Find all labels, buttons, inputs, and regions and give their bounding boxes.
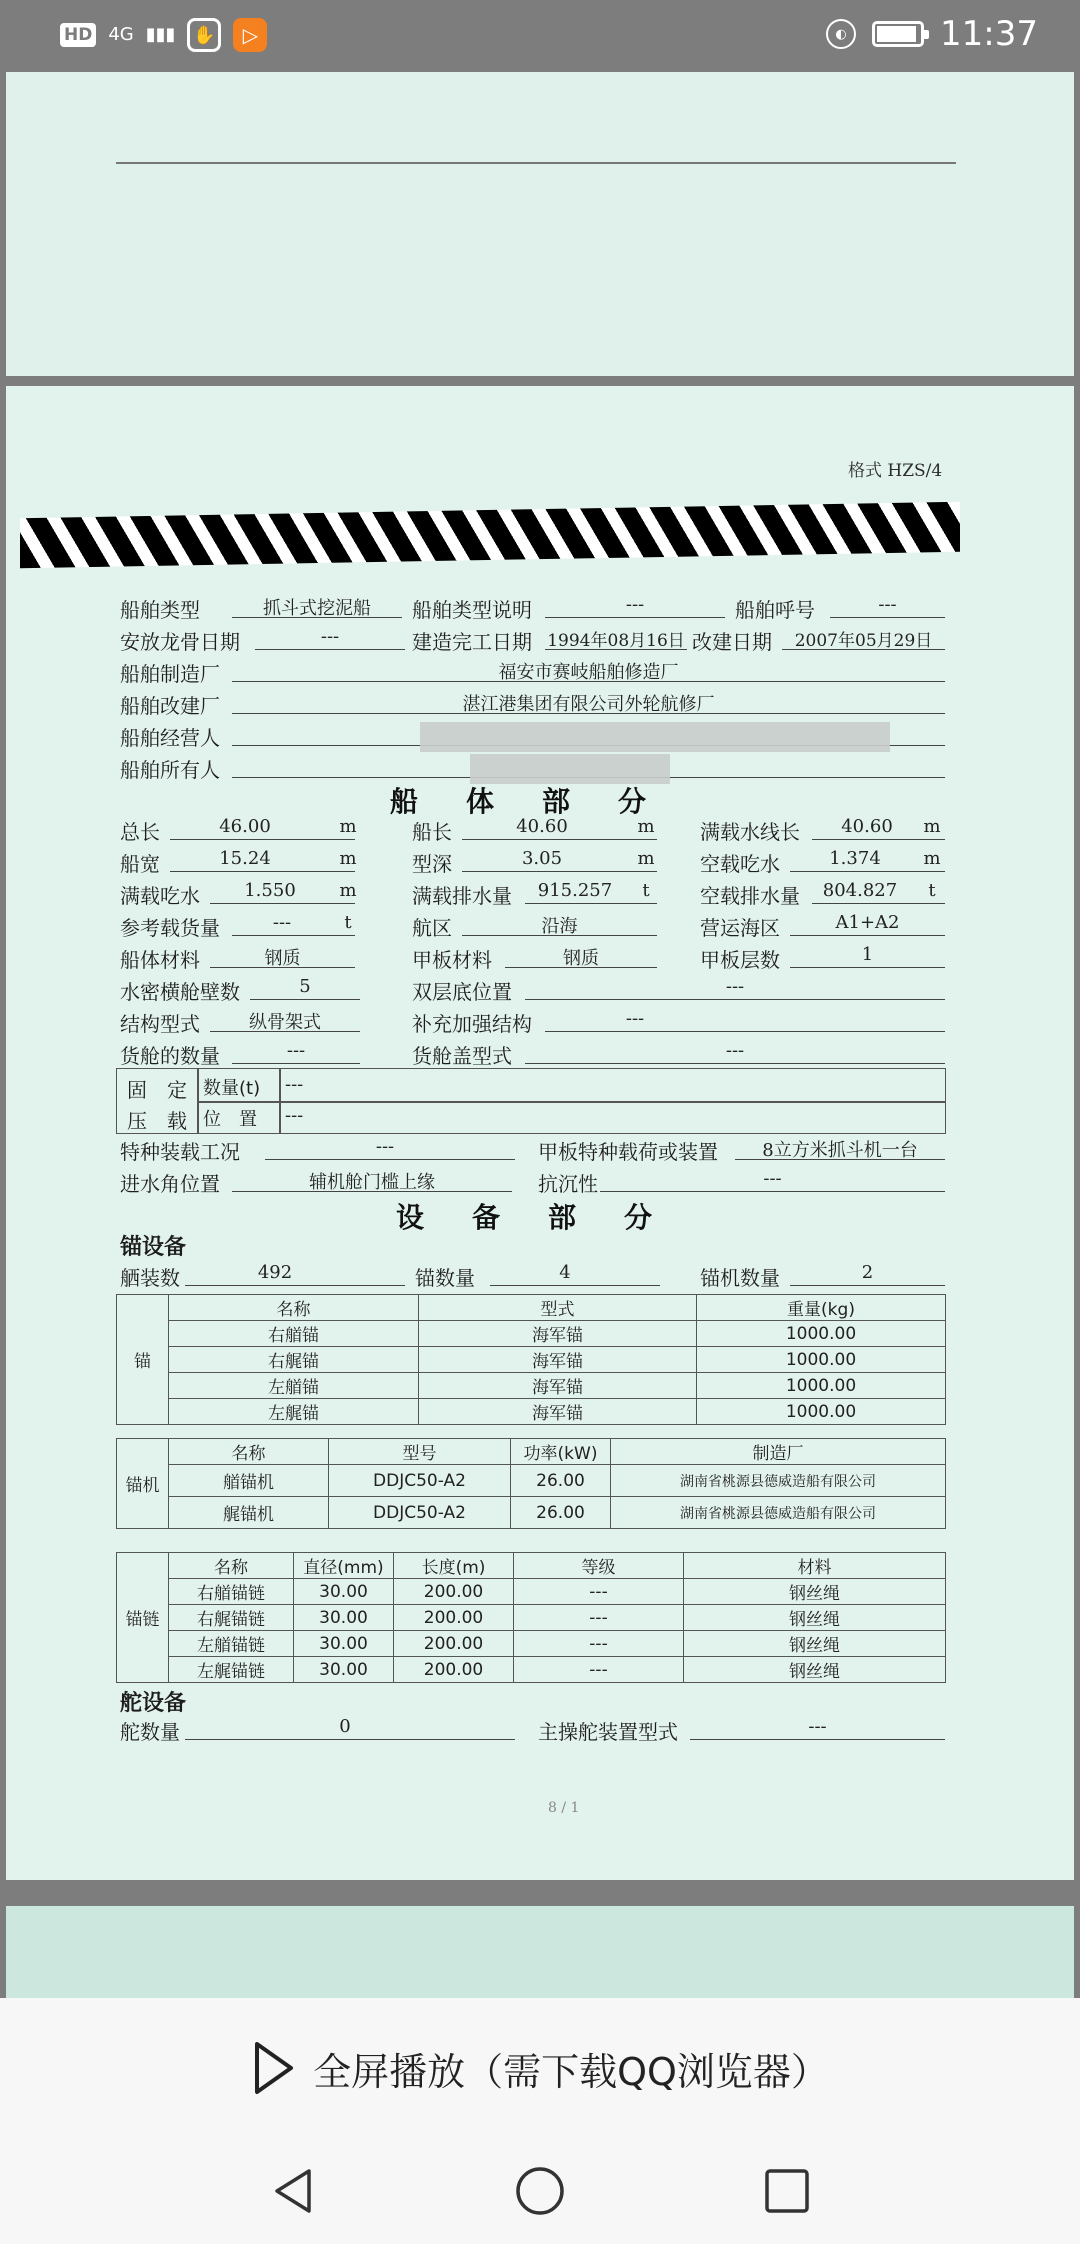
unit: m <box>339 816 357 837</box>
chain-col-name: 名称 <box>169 1553 294 1579</box>
ship-type-label: 船舶类型 <box>120 598 200 622</box>
ballast-label: 压 载 <box>127 1109 187 1133</box>
hold-count-label: 货舱的数量 <box>120 1044 220 1068</box>
hull-material-label: 船体材料 <box>120 948 200 972</box>
unit: t <box>928 880 936 901</box>
battery-icon <box>872 21 924 47</box>
play-icon <box>251 2040 297 2096</box>
cell: 左艉锚链 <box>169 1657 294 1683</box>
unsinkability-label: 抗沉性 <box>538 1172 598 1196</box>
form-code: 格式 HZS/4 <box>848 461 943 481</box>
unit: m <box>637 848 655 869</box>
back-button[interactable] <box>263 2161 323 2221</box>
cell: 200.00 <box>394 1605 514 1631</box>
depth-value: 3.05 <box>521 848 563 869</box>
nav-area-label: 航区 <box>412 916 452 940</box>
ship-type-desc-label: 船舶类型说明 <box>412 598 532 622</box>
light-displacement-label: 空载排水量 <box>700 884 800 908</box>
cell: 200.00 <box>394 1631 514 1657</box>
equipment-number-value: 492 <box>257 1262 293 1283</box>
anchor-table <box>116 1294 946 1425</box>
windlass-col-maker: 制造厂 <box>611 1439 946 1465</box>
previous-page <box>6 72 1074 376</box>
special-loading-value: --- <box>375 1136 395 1157</box>
owner-label: 船舶所有人 <box>120 758 220 782</box>
cell: 26.00 <box>511 1497 611 1529</box>
equipment-section-title: 设备部分 <box>396 1201 701 1234</box>
anchor-col-weight: 重量(kg) <box>697 1295 946 1321</box>
system-nav-bar <box>0 2138 1080 2244</box>
table-row <box>117 1631 946 1657</box>
deck-material-value: 钢质 <box>563 948 599 969</box>
completion-date-value: 1994年08月16日 <box>547 631 685 651</box>
deck-material-label: 甲板材料 <box>412 948 492 972</box>
sea-area-label: 营运海区 <box>700 916 780 940</box>
home-button[interactable] <box>510 2161 570 2221</box>
length-label: 船长 <box>412 820 452 844</box>
windlass-col-model: 型号 <box>329 1439 511 1465</box>
cell: 海军锚 <box>419 1373 697 1399</box>
fullscreen-play-label: 全屏播放（需下载QQ浏览器） <box>313 2049 829 2094</box>
cell: 1000.00 <box>697 1321 946 1347</box>
special-loading-label: 特种装载工况 <box>120 1140 240 1164</box>
table-row <box>117 1657 946 1683</box>
cell: 钢丝绳 <box>684 1605 946 1631</box>
reinforcement-label: 补充加强结构 <box>412 1012 532 1036</box>
light-draft-label: 空载吃水 <box>700 852 780 876</box>
anchor-col-type: 型式 <box>419 1295 697 1321</box>
windlass-table <box>116 1438 946 1529</box>
deck-load-label: 甲板特种载荷或装置 <box>538 1140 718 1164</box>
reinforcement-value: --- <box>625 1008 645 1029</box>
unit: t <box>344 912 352 933</box>
nav-area-value: 沿海 <box>541 916 578 937</box>
windlass-count-label: 锚机数量 <box>700 1266 780 1290</box>
fullscreen-play-button[interactable] <box>0 1998 1080 2138</box>
double-bottom-value: --- <box>725 976 745 997</box>
deck-count-label: 甲板层数 <box>700 948 780 972</box>
hatch-type-label: 货舱盖型式 <box>412 1044 512 1068</box>
page-mark: 8 / 1 <box>548 1800 580 1816</box>
light-displacement-value: 804.827 <box>822 880 898 901</box>
hand-app-icon: ✋ <box>187 18 221 52</box>
table-row <box>117 1605 946 1631</box>
hull-section-title: 船体部分 <box>390 785 695 818</box>
unit: m <box>339 880 357 901</box>
structure-label: 结构型式 <box>120 1012 200 1036</box>
windlass-col-power: 功率(kW) <box>511 1439 611 1465</box>
cell: 30.00 <box>294 1579 394 1605</box>
hull-material-value: 钢质 <box>264 948 301 969</box>
cell: --- <box>514 1605 684 1631</box>
position-value: --- <box>285 1105 304 1126</box>
bulkhead-label: 水密横舱壁数 <box>120 980 240 1004</box>
cell: 钢丝绳 <box>684 1579 946 1605</box>
cell: 海军锚 <box>419 1347 697 1373</box>
cell: DDJC50-A2 <box>329 1465 511 1497</box>
cell: 30.00 <box>294 1657 394 1683</box>
unit: t <box>642 880 650 901</box>
unit: m <box>637 816 655 837</box>
cell: 右艏锚 <box>169 1321 419 1347</box>
deck-count-value: 1 <box>861 944 874 965</box>
completion-date-label: 建造完工日期 <box>412 630 532 654</box>
cell: 钢丝绳 <box>684 1631 946 1657</box>
quantity-value: --- <box>285 1074 304 1095</box>
ballast-box <box>116 1068 946 1134</box>
fixed-label: 固 定 <box>127 1078 187 1102</box>
cell: --- <box>514 1631 684 1657</box>
cell: 左艉锚 <box>169 1399 419 1425</box>
full-draft-label: 满载吃水 <box>120 884 200 908</box>
cell: --- <box>514 1657 684 1683</box>
full-displacement-value: 915.257 <box>537 880 613 901</box>
cell: 湖南省桃源县德威造船有限公司 <box>611 1497 946 1529</box>
unit: m <box>923 848 941 869</box>
ship-type-value: 抓斗式挖泥船 <box>263 598 371 619</box>
keel-date-label: 安放龙骨日期 <box>120 630 240 654</box>
builder-label: 船舶制造厂 <box>120 662 220 686</box>
chain-table-side: 锚链 <box>117 1553 169 1683</box>
rudder-count-label: 舵数量 <box>120 1720 180 1744</box>
cell: 湖南省桃源县德威造船有限公司 <box>611 1465 946 1497</box>
cell: 1000.00 <box>697 1347 946 1373</box>
sea-area-value: A1+A2 <box>835 912 900 933</box>
table-row <box>117 1347 946 1373</box>
quantity-label: 数量(t) <box>203 1078 261 1099</box>
cell: 26.00 <box>511 1465 611 1497</box>
cell: 30.00 <box>294 1631 394 1657</box>
cell: 艉锚机 <box>169 1497 329 1529</box>
status-bar <box>0 0 1080 72</box>
hold-count-value: --- <box>286 1040 306 1061</box>
rebuilder-label: 船舶改建厂 <box>120 694 220 718</box>
cell: 200.00 <box>394 1657 514 1683</box>
table-row <box>117 1465 946 1497</box>
equipment-number-label: 舾装数 <box>120 1266 180 1290</box>
recents-icon <box>764 2168 810 2214</box>
anchor-equipment-title: 锚设备 <box>120 1235 187 1260</box>
unit: m <box>923 816 941 837</box>
deadweight-value: --- <box>272 912 292 933</box>
table-row <box>117 1399 946 1425</box>
chain-col-material: 材料 <box>684 1553 946 1579</box>
wl-length-value: 40.60 <box>841 816 893 837</box>
steering-gear-value: --- <box>808 1716 827 1737</box>
recents-button[interactable] <box>757 2161 817 2221</box>
anchor-count-label: 锚数量 <box>415 1266 475 1290</box>
chain-col-grade: 等级 <box>514 1553 684 1579</box>
table-row <box>117 1373 946 1399</box>
loa-value: 46.00 <box>219 816 271 837</box>
anchor-count-value: 4 <box>559 1262 571 1283</box>
cell: 左艏锚链 <box>169 1631 294 1657</box>
bulkhead-value: 5 <box>299 976 311 997</box>
chain-col-length: 长度(m) <box>394 1553 514 1579</box>
clock: 11:37 <box>940 14 1038 54</box>
length-value: 40.60 <box>516 816 568 837</box>
cell: 右艉锚 <box>169 1347 419 1373</box>
hd-indicator: HD <box>60 23 96 47</box>
rebuild-date-label: 改建日期 <box>692 630 772 654</box>
status-left <box>60 18 267 52</box>
wl-length-label: 满载水线长 <box>700 820 800 844</box>
home-icon <box>514 2165 566 2217</box>
next-page <box>6 1906 1074 1998</box>
light-draft-value: 1.374 <box>829 848 881 869</box>
full-draft-value: 1.550 <box>244 880 296 901</box>
cell: --- <box>514 1579 684 1605</box>
rebuilder-value: 湛江港集团有限公司外轮航修厂 <box>462 694 715 715</box>
anchor-table-side: 锚 <box>117 1295 169 1425</box>
keel-date-value: --- <box>320 626 340 647</box>
flooding-angle-value: 辅机舱门槛上缘 <box>309 1172 435 1193</box>
table-row <box>117 1321 946 1347</box>
position-label: 位 置 <box>203 1109 257 1130</box>
rudder-count-value: 0 <box>339 1716 351 1737</box>
status-right <box>826 14 1038 54</box>
loa-label: 总长 <box>120 820 160 844</box>
cell: 海军锚 <box>419 1399 697 1425</box>
unsinkability-value: --- <box>763 1168 782 1189</box>
full-displacement-label: 满载排水量 <box>412 884 512 908</box>
signal-icon: ▮▮▮ <box>145 24 176 45</box>
cell: 1000.00 <box>697 1373 946 1399</box>
hatch-type-value: --- <box>725 1040 745 1061</box>
video-app-icon: ▷ <box>233 18 267 52</box>
cell: 1000.00 <box>697 1399 946 1425</box>
unit: m <box>339 848 357 869</box>
ship-type-desc-value: --- <box>625 594 645 615</box>
operator-label: 船舶经营人 <box>120 726 220 750</box>
anchor-col-name: 名称 <box>169 1295 419 1321</box>
call-sign-value: --- <box>878 594 897 615</box>
structure-value: 纵骨架式 <box>249 1012 321 1033</box>
table-row <box>117 1497 946 1529</box>
cell: 海军锚 <box>419 1321 697 1347</box>
windlass-col-name: 名称 <box>169 1439 329 1465</box>
steering-gear-label: 主操舵装置型式 <box>538 1720 678 1744</box>
page-rule <box>116 162 956 164</box>
cell: 钢丝绳 <box>684 1657 946 1683</box>
deadweight-label: 参考载货量 <box>120 916 220 940</box>
builder-value: 福安市赛岐船舶修造厂 <box>498 662 679 683</box>
depth-label: 型深 <box>412 852 452 876</box>
cell: 艏锚机 <box>169 1465 329 1497</box>
speaker-icon: ◐ <box>826 19 856 49</box>
table-row <box>117 1579 946 1605</box>
deck-load-value: 8立方米抓斗机一台 <box>762 1140 918 1161</box>
cell: 30.00 <box>294 1605 394 1631</box>
breadth-label: 船宽 <box>120 852 160 876</box>
cell: 左艏锚 <box>169 1373 419 1399</box>
rebuild-date-value: 2007年05月29日 <box>794 631 933 651</box>
flooding-angle-label: 进水角位置 <box>120 1172 220 1196</box>
rudder-equipment-title: 舵设备 <box>120 1691 187 1716</box>
windlass-table-side: 锚机 <box>117 1439 169 1529</box>
redaction-blur <box>420 722 890 752</box>
windlass-count-value: 2 <box>861 1262 874 1283</box>
cell: DDJC50-A2 <box>329 1497 511 1529</box>
network-indicator: 4G <box>108 24 134 45</box>
cell: 右艏锚链 <box>169 1579 294 1605</box>
cell: 200.00 <box>394 1579 514 1605</box>
chain-col-diameter: 直径(mm) <box>294 1553 394 1579</box>
back-icon <box>271 2167 315 2215</box>
cell: 右艉锚链 <box>169 1605 294 1631</box>
breadth-value: 15.24 <box>219 848 271 869</box>
double-bottom-label: 双层底位置 <box>412 980 512 1004</box>
call-sign-label: 船舶呼号 <box>735 598 815 622</box>
chain-table <box>116 1552 946 1683</box>
